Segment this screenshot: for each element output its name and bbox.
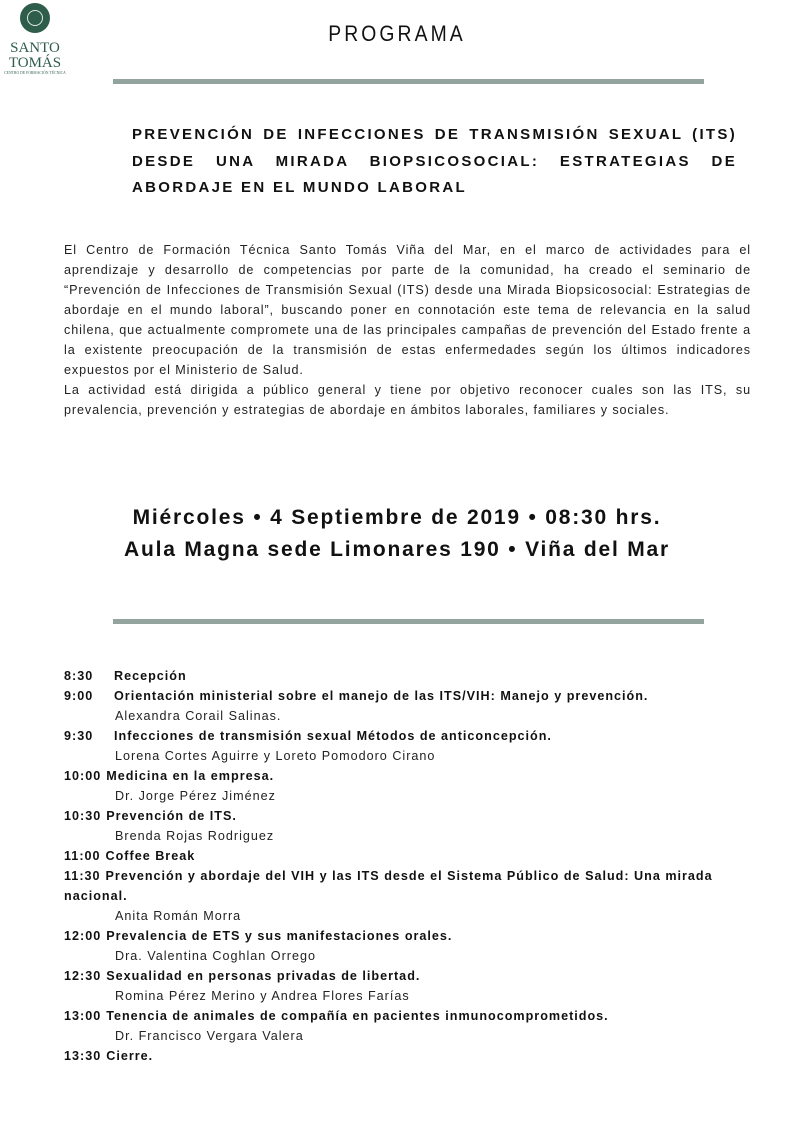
schedule-speaker: Dr. Jorge Pérez Jiménez	[115, 789, 276, 803]
schedule-item-heading	[64, 726, 754, 746]
schedule-time: 13:30	[64, 1049, 102, 1063]
schedule-item-heading	[64, 866, 754, 906]
schedule-time: 10:30	[64, 809, 102, 823]
schedule-item-heading	[64, 806, 754, 826]
logo-name-line2: TOMÁS	[8, 55, 62, 71]
schedule-item	[64, 686, 754, 726]
seminar-title: PREVENCIÓN DE INFECCIONES DE TRANSMISIÓN SEXUAL (ITS) DESDE UNA MIRADA BIOPSICOSOCIAL: ESTRATEGIAS DE ABORDAJE EN EL MUNDO LABORAL	[132, 126, 737, 196]
logo-name-line1: SANTO	[10, 40, 60, 56]
schedule-list	[64, 666, 754, 1066]
schedule-title: Prevención de ITS.	[106, 809, 237, 823]
schedule-time: 11:00	[64, 849, 101, 863]
schedule-time: 10:00	[64, 769, 102, 783]
schedule-item	[64, 866, 754, 926]
schedule-title: Sexualidad en personas privadas de libertad.	[106, 969, 421, 983]
schedule-item-heading	[64, 766, 754, 786]
schedule-item	[64, 766, 754, 806]
schedule-title: Infecciones de transmisión sexual Métodos de anticoncepción.	[114, 729, 552, 743]
schedule-item-heading	[64, 1006, 754, 1026]
schedule-item-heading	[64, 846, 754, 866]
schedule-item	[64, 966, 754, 1006]
schedule-speaker: Brenda Rojas Rodriguez	[115, 829, 275, 843]
schedule-item	[64, 1046, 754, 1066]
seal-icon	[20, 3, 50, 33]
middle-divider	[113, 619, 704, 624]
schedule-item	[64, 926, 754, 966]
schedule-time: 9:30	[64, 729, 94, 743]
schedule-time: 8:30	[64, 669, 94, 683]
event-location: Aula Magna sede Limonares 190 • Viña del Mar	[124, 538, 670, 561]
schedule-item	[64, 1006, 754, 1046]
schedule-item	[64, 666, 754, 686]
intro-paragraph-1: El Centro de Formación Técnica Santo Tomás Viña del Mar, en el marco de actividades para el aprendizaje y desarrollo de competencias por parte de la comunidad, ha creado el seminario de “Prevención de Infecciones de Transmisión Sexual (ITS) desde una Mirada Biopsicosocial: Estrategias de abordaje en el mundo laboral”, buscando poner en connotación este tema de relevancia en la salud chilena, que actualmente compromete una de las principales campañas de prevención del Estado frente a la existente preocupación de la transmisión de estas enfermedades según los últimos indicadores expuestos por el Ministerio de Salud.	[64, 243, 751, 377]
schedule-item	[64, 806, 754, 846]
schedule-item	[64, 846, 754, 866]
schedule-time: 9:00	[64, 689, 94, 703]
schedule-item	[64, 726, 754, 766]
schedule-title: Orientación ministerial sobre el manejo de las ITS/VIH: Manejo y prevención.	[114, 689, 649, 703]
top-divider	[113, 79, 704, 84]
schedule-speaker: Anita Román Morra	[115, 909, 242, 923]
event-info	[0, 502, 794, 566]
logo-subtitle: CENTRO DE FORMACIÓN TÉCNICA	[4, 71, 66, 75]
intro-text	[64, 240, 751, 420]
schedule-time: 12:30	[64, 969, 102, 983]
schedule-title: Recepción	[114, 669, 187, 683]
schedule-title: Cierre.	[106, 1049, 154, 1063]
schedule-title: Prevención y abordaje del VIH y las ITS desde el Sistema Público de Salud: Una mirada nacional.	[64, 869, 713, 903]
schedule-time: 12:00	[64, 929, 102, 943]
schedule-item-heading	[64, 686, 754, 706]
schedule-speaker: Lorena Cortes Aguirre y Loreto Pomodoro Cirano	[115, 749, 436, 763]
schedule-speaker: Romina Pérez Merino y Andrea Flores Farías	[115, 989, 410, 1003]
schedule-speaker: Dra. Valentina Coghlan Orrego	[115, 949, 316, 963]
schedule-title: Tenencia de animales de compañía en pacientes inmunocomprometidos.	[106, 1009, 609, 1023]
schedule-speaker: Alexandra Corail Salinas.	[115, 709, 282, 723]
event-date-time: Miércoles • 4 Septiembre de 2019 • 08:30 hrs.	[132, 506, 662, 529]
schedule-title: Coffee Break	[105, 849, 196, 863]
schedule-item-heading	[64, 966, 754, 986]
schedule-speaker: Dr. Francisco Vergara Valera	[115, 1029, 304, 1043]
page-title: PROGRAMA	[328, 21, 466, 46]
schedule-time: 13:00	[64, 1009, 102, 1023]
schedule-title: Medicina en la empresa.	[106, 769, 275, 783]
schedule-item-heading	[64, 926, 754, 946]
schedule-item-heading	[64, 666, 754, 686]
schedule-time: 11:30	[64, 869, 101, 883]
intro-paragraph-2: La actividad está dirigida a público general y tiene por objetivo reconocer cuales son las ITS, su prevalencia, prevención y estrategias de abordaje en ámbitos laborales, familiares y sociales.	[64, 383, 751, 417]
schedule-title: Prevalencia de ETS y sus manifestaciones orales.	[106, 929, 453, 943]
schedule-item-heading	[64, 1046, 754, 1066]
